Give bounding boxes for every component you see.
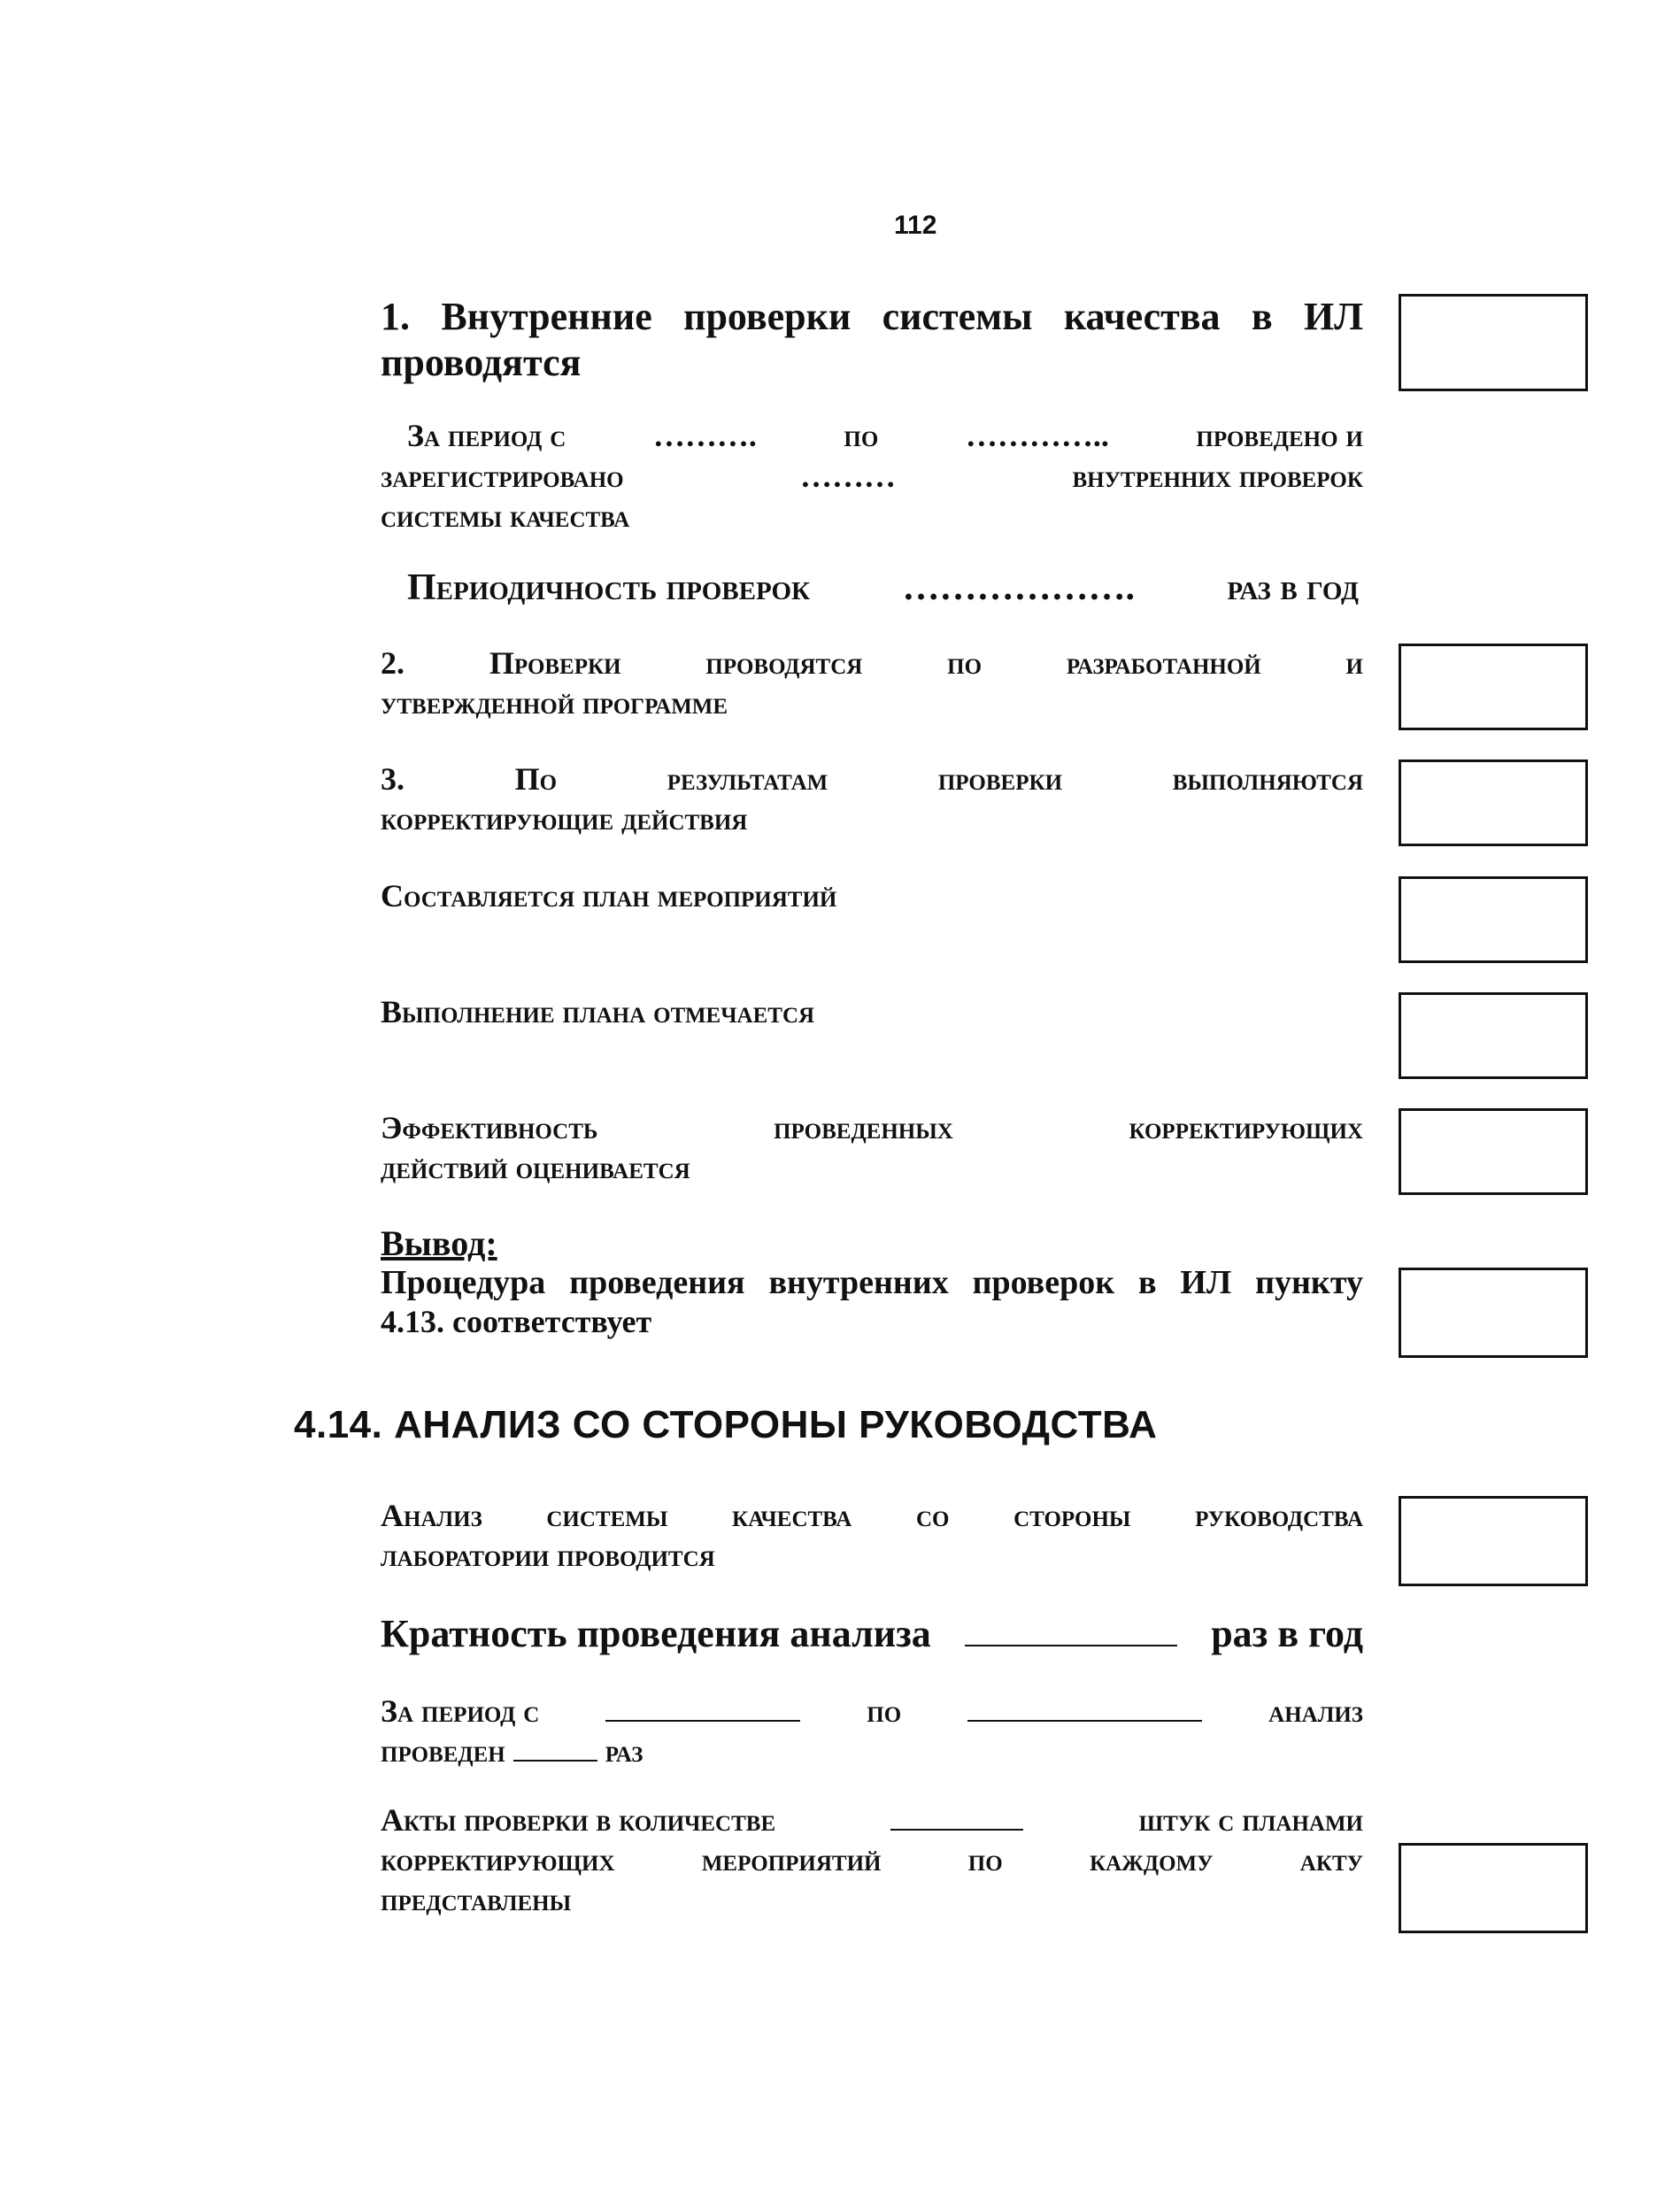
acts-line-2: корректирующих мероприятий по каждому акту (381, 1842, 1363, 1877)
period-414-to-blank[interactable] (967, 1693, 1202, 1722)
registered-dots: ……… (800, 459, 897, 494)
page-number: 112 (894, 211, 937, 240)
analysis-text (381, 1496, 1363, 1576)
period-dots-from: ………. (652, 418, 757, 453)
period-414-times: раз (605, 1733, 643, 1769)
period-prefix: За период с (407, 418, 566, 453)
period-to-word: по (844, 418, 879, 453)
item-1-text (381, 294, 1363, 386)
acts-text (381, 1800, 1363, 1920)
conclusion-title: Вывод: (381, 1223, 497, 1263)
acts-checkbox[interactable] (1399, 1843, 1588, 1933)
acts-suffix: штук с планами (1138, 1802, 1363, 1838)
item-1-line-1: 1. Внутренние проверки системы качества в ИЛ (381, 295, 1363, 338)
frequency-dots: ………………. (902, 567, 1135, 608)
conclusion-line-2: 4.13. соответствует (381, 1304, 652, 1339)
quality-system-word: системы качества (381, 498, 630, 534)
period-result: проведено и (1196, 418, 1363, 453)
conclusion-block (381, 1224, 1363, 1341)
multiplicity-line (381, 1611, 1363, 1657)
conclusion-checkbox[interactable] (1399, 1268, 1588, 1358)
conclusion-line-1: Процедура проведения внутренних проверок в ИЛ пункту (381, 1264, 1363, 1301)
effectiveness-line-2: действий оценивается (381, 1150, 690, 1185)
acts-count-blank[interactable] (890, 1802, 1023, 1831)
plan-done-checkbox[interactable] (1399, 992, 1588, 1079)
plan-done-text (381, 992, 1363, 1032)
effectiveness-text (381, 1108, 1363, 1188)
period-statement-cont (381, 457, 1363, 536)
period-414-from-blank[interactable] (605, 1693, 800, 1722)
item-3-checkbox[interactable] (1399, 759, 1588, 846)
item-2-line-2: утвержденной программе (381, 685, 728, 721)
period-414-suffix: анализ (1268, 1693, 1363, 1729)
analysis-checkbox[interactable] (1399, 1496, 1588, 1586)
period-414-to-word: по (867, 1693, 902, 1729)
analysis-line-1: Анализ системы качества со стороны руководства (381, 1498, 1363, 1533)
multiplicity-blank[interactable] (965, 1618, 1177, 1646)
item-1-checkbox[interactable] (1399, 294, 1588, 391)
plan-checkbox[interactable] (1399, 876, 1588, 963)
item-1-line-2: проводятся (381, 341, 582, 384)
effectiveness-line-1: Эффективность проведенных корректирующих (381, 1110, 1363, 1145)
effectiveness-checkbox[interactable] (1399, 1108, 1588, 1195)
frequency-line (407, 567, 1359, 608)
item-3-line-1: 3. По результатам проверки выполняются (381, 761, 1363, 797)
section-414-number: 4.14. (294, 1403, 383, 1446)
item-3-line-2: корректирующие действия (381, 801, 748, 837)
acts-line-3: представлены (381, 1882, 572, 1917)
plan-text (381, 876, 1363, 916)
multiplicity-prefix: Кратность проведения анализа (381, 1612, 931, 1655)
analysis-line-2: лаборатории проводится (381, 1538, 715, 1573)
frequency-suffix: раз в год (1227, 567, 1359, 608)
section-414-heading (294, 1403, 1157, 1447)
internal-audits-word: внутренних проверок (1072, 459, 1363, 494)
period-statement (407, 416, 1363, 456)
acts-prefix: Акты проверки в количестве (381, 1802, 776, 1838)
frequency-prefix: Периодичность проверок (407, 567, 811, 608)
item-2-checkbox[interactable] (1399, 644, 1588, 730)
period-414-prefix: За период с (381, 1693, 540, 1729)
registered-word: зарегистрировано (381, 459, 624, 494)
period-dots-to: ………….. (965, 418, 1109, 453)
period-414-count-blank[interactable] (513, 1733, 597, 1762)
period-414-held: проведен (381, 1733, 505, 1769)
plan-line: Составляется план мероприятий (381, 878, 837, 914)
section-414-title: АНАЛИЗ СО СТОРОНЫ РУКОВОДСТВА (394, 1403, 1158, 1446)
item-2-text (381, 644, 1363, 723)
multiplicity-suffix: раз в год (1211, 1612, 1363, 1655)
item-3-text (381, 759, 1363, 839)
item-2-line-1: 2. Проверки проводятся по разработанной и (381, 645, 1363, 681)
period-414-text (381, 1692, 1363, 1771)
plan-done-line: Выполнение плана отмечается (381, 994, 815, 1029)
